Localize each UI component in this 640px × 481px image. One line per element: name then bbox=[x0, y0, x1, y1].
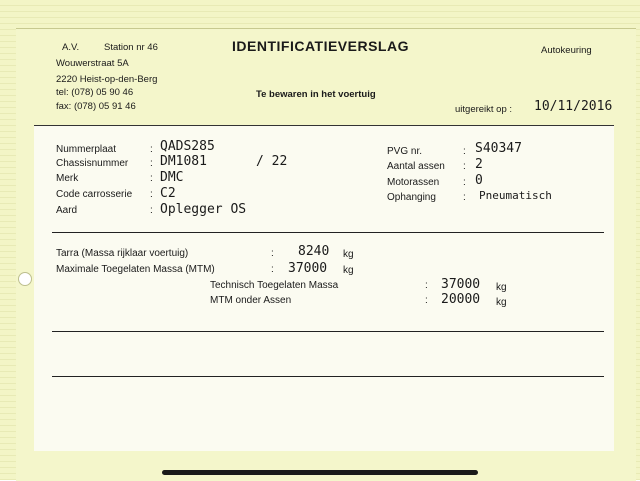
divider-top bbox=[52, 232, 604, 233]
label-code-carrosserie: Code carrosserie bbox=[56, 189, 133, 200]
value-mtm-assen: 20000 bbox=[441, 292, 481, 307]
colon: : bbox=[425, 295, 428, 306]
unit-kg: kg bbox=[343, 249, 354, 260]
value-motorassen: 0 bbox=[475, 173, 483, 188]
label-chassisnummer: Chassisnummer bbox=[56, 158, 129, 169]
unit-kg: kg bbox=[496, 282, 507, 293]
colon: : bbox=[150, 205, 153, 216]
value-aard: Oplegger OS bbox=[160, 202, 247, 217]
value-code-carrosserie: C2 bbox=[160, 186, 176, 201]
colon: : bbox=[463, 161, 466, 172]
label-motorassen: Motorassen bbox=[387, 177, 440, 188]
home-indicator[interactable] bbox=[162, 470, 478, 475]
label-tarra: Tarra (Massa rijklaar voertuig) bbox=[56, 248, 189, 259]
label-aard: Aard bbox=[56, 205, 78, 216]
label-mtm-assen: MTM onder Assen bbox=[210, 295, 292, 306]
colon: : bbox=[463, 192, 466, 203]
colon: : bbox=[425, 280, 428, 291]
colon: : bbox=[271, 264, 274, 275]
value-merk: DMC bbox=[160, 170, 184, 185]
issuer-street: Wouwerstraat 5A bbox=[56, 58, 129, 69]
value-chassisnummer: DM1081 bbox=[160, 154, 207, 169]
colon: : bbox=[150, 189, 153, 200]
value-pvg: S40347 bbox=[475, 141, 522, 156]
divider-middle bbox=[52, 331, 604, 332]
issuer-city: 2220 Heist-op-den-Berg bbox=[56, 74, 158, 85]
divider-bottom bbox=[52, 376, 604, 377]
colon: : bbox=[150, 173, 153, 184]
value-ophanging: Pneumatisch bbox=[479, 189, 552, 202]
issuer-tel: tel: (078) 05 90 46 bbox=[56, 87, 134, 98]
punch-hole bbox=[18, 272, 32, 286]
value-tarra: 8240 bbox=[298, 244, 330, 259]
issuer-station: Station nr 46 bbox=[104, 42, 158, 53]
issuer-fax: fax: (078) 05 91 46 bbox=[56, 101, 136, 112]
issuer-abbrev: A.V. bbox=[62, 42, 80, 53]
label-pvg: PVG nr. bbox=[387, 146, 423, 157]
value-mtm: 37000 bbox=[288, 261, 328, 276]
document-title: IDENTIFICATIEVERSLAG bbox=[232, 38, 409, 54]
colon: : bbox=[150, 158, 153, 169]
issued-label: uitgereikt op : bbox=[455, 104, 513, 115]
label-nummerplaat: Nummerplaat bbox=[56, 144, 117, 155]
document-subtitle: Te bewaren in het voertuig bbox=[256, 89, 376, 100]
document-category: Autokeuring bbox=[541, 45, 592, 56]
value-chassis-suffix: / 22 bbox=[256, 154, 288, 169]
unit-kg: kg bbox=[496, 297, 507, 308]
colon: : bbox=[150, 144, 153, 155]
colon: : bbox=[463, 177, 466, 188]
label-merk: Merk bbox=[56, 173, 79, 184]
value-aantal-assen: 2 bbox=[475, 157, 483, 172]
colon: : bbox=[271, 248, 274, 259]
label-ophanging: Ophanging bbox=[387, 192, 436, 203]
issued-date: 10/11/2016 bbox=[534, 99, 613, 114]
label-mtm: Maximale Toegelaten Massa (MTM) bbox=[56, 264, 215, 275]
unit-kg: kg bbox=[343, 265, 354, 276]
value-nummerplaat: QADS285 bbox=[160, 139, 215, 154]
label-technisch: Technisch Toegelaten Massa bbox=[210, 280, 339, 291]
colon: : bbox=[463, 146, 466, 157]
value-technisch: 37000 bbox=[441, 277, 481, 292]
label-aantal-assen: Aantal assen bbox=[387, 161, 445, 172]
